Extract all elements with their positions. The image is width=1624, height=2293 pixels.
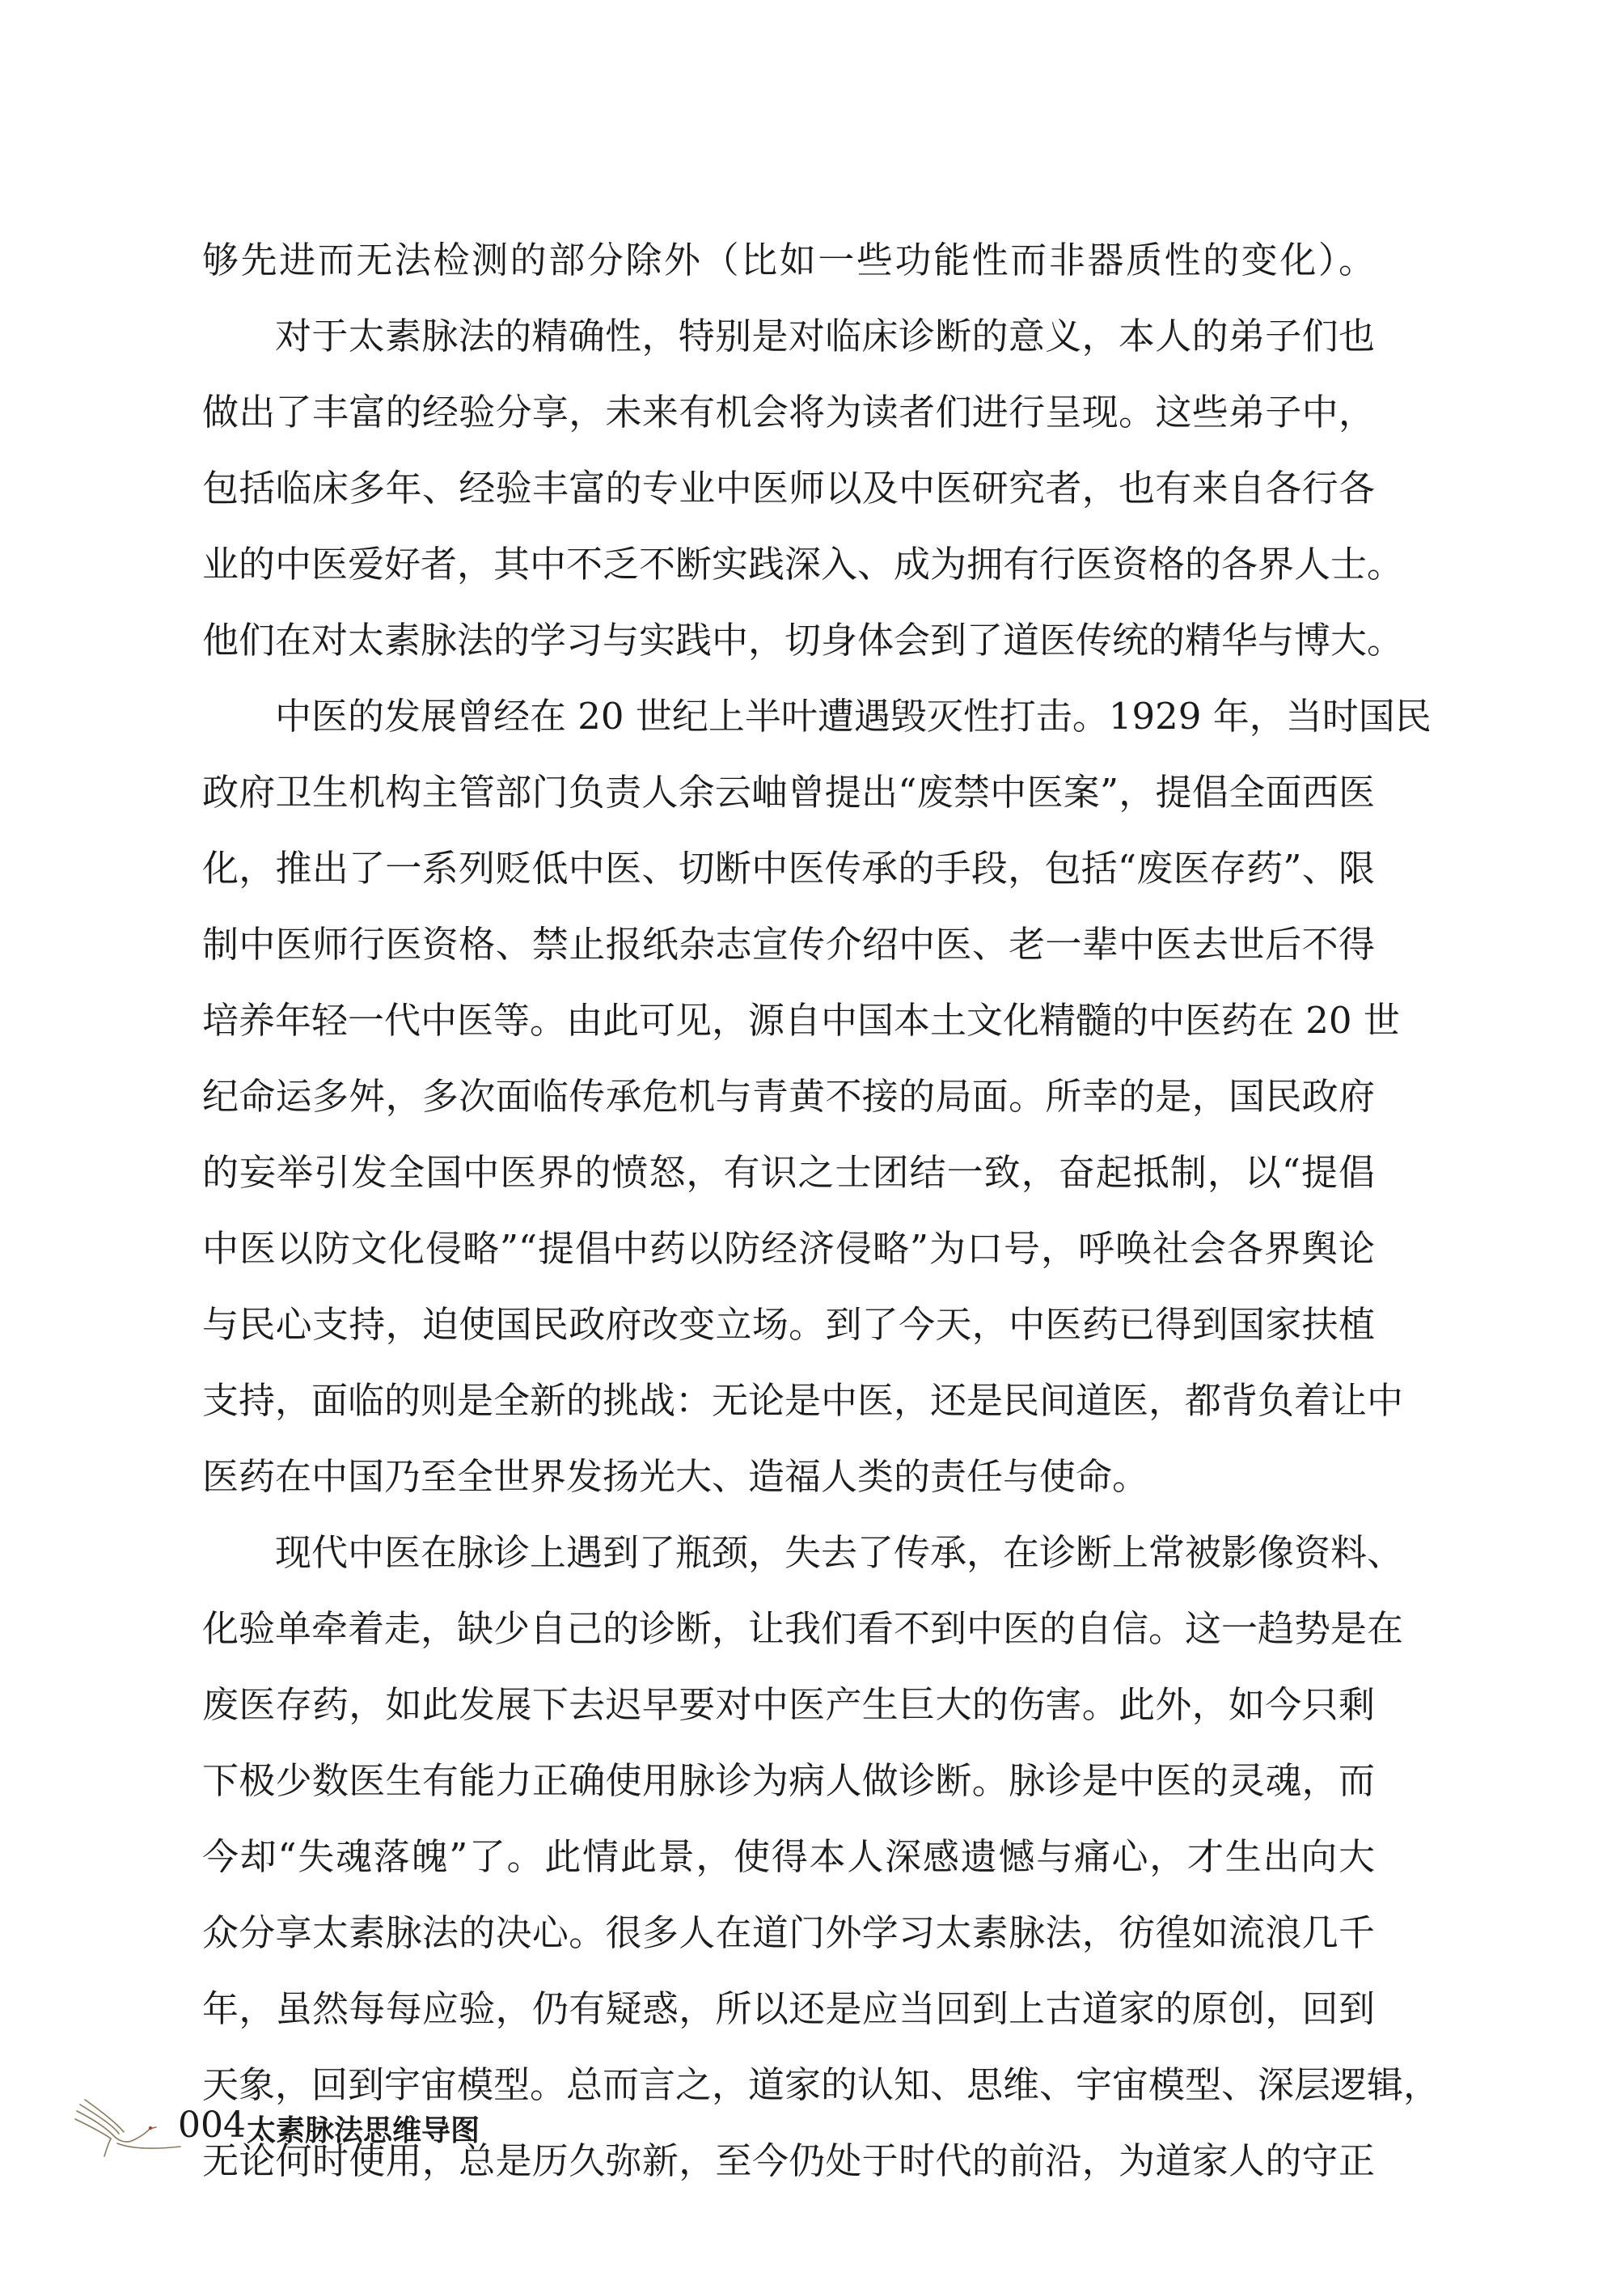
- text-line: 他们在对太素脉法的学习与实践中，切身体会到了道医传统的精华与博大。: [202, 619, 1404, 662]
- text-line: 化验单牵着走，缺少自己的诊断，让我们看不到中医的自信。这一趋势是在: [202, 1607, 1404, 1650]
- text-line: 无论何时使用，总是历久弥新，至今仍处于时代的前沿，为道家人的守正: [202, 2139, 1375, 2182]
- text-line: 对于太素脉法的精确性，特别是对临床诊断的意义，本人的弟子们也: [275, 315, 1375, 357]
- text-line: 包括临床多年、经验丰富的专业中医师以及中医研究者，也有来自各行各: [202, 467, 1375, 510]
- text-line: 天象，回到宇宙模型。总而言之，道家的认知、思维、宇宙模型、深层逻辑，: [202, 2063, 1440, 2106]
- text-line: 的妄举引发全国中医界的愤怒，有识之士团结一致，奋起抵制，以“提倡: [202, 1151, 1375, 1194]
- body-text: [202, 222, 1440, 2199]
- text-line: 业的中医爱好者，其中不乏不断实践深入、成为拥有行医资格的各界人士。: [202, 543, 1404, 586]
- text-line: 与民心支持，迫使国民政府改变立场。到了今天，中医药已得到国家扶植: [202, 1303, 1375, 1346]
- text-line: 现代中医在脉诊上遇到了瓶颈，失去了传承，在诊断上常被影像资料、: [275, 1531, 1404, 1574]
- text-line: 支持，面临的则是全新的挑战：无论是中医，还是民间道医，都背负着让中: [202, 1379, 1404, 1422]
- text-line: 制中医师行医资格、禁止报纸杂志宣传介绍中医、老一辈中医去世后不得: [202, 923, 1375, 966]
- page-number: 004: [178, 2105, 246, 2146]
- text-line: 培养年轻一代中医等。由此可见，源自中国本土文化精髓的中医药在 20 世: [202, 999, 1400, 1042]
- text-line: 够先进而无法检测的部分除外（比如一些功能性而非器质性的变化）。: [202, 239, 1375, 281]
- text-line: 做出了丰富的经验分享，未来有机会将为读者们进行呈现。这些弟子中，: [202, 391, 1375, 434]
- text-line: 中医的发展曾经在 20 世纪上半叶遭遇毁灭性打击。1929 年，当时国民: [275, 695, 1432, 738]
- text-line: 废医存药，如此发展下去迟早要对中医产生巨大的伤害。此外，如今只剩: [202, 1683, 1375, 1726]
- text-line: 中医以防文化侵略”“提倡中药以防经济侵略”为口号，呼唤社会各界舆论: [202, 1227, 1375, 1270]
- page-footer: [69, 2095, 716, 2160]
- book-title: 太素脉法思维导图: [247, 2114, 480, 2147]
- text-line: 化，推出了一系列贬低中医、切断中医传承的手段，包括“废医存药”、限: [202, 847, 1375, 890]
- text-line: 今却“失魂落魄”了。此情此景，使得本人深感遗憾与痛心，才生出向大: [202, 1835, 1375, 1878]
- text-line: 下极少数医生有能力正确使用脉诊为病人做诊断。脉诊是中医的灵魂，而: [202, 1759, 1375, 1802]
- text-line: 医药在中国乃至全世界发扬光大、造福人类的责任与使命。: [202, 1455, 1149, 1498]
- text-line: 年，虽然每每应验，仍有疑惑，所以还是应当回到上古道家的原创，回到: [202, 1987, 1375, 2030]
- crane-icon: [69, 2095, 182, 2160]
- text-line: 政府卫生机构主管部门负责人余云岫曾提出“废禁中医案”，提倡全面西医: [202, 771, 1375, 814]
- text-line: 纪命运多舛，多次面临传承危机与青黄不接的局面。所幸的是，国民政府: [202, 1075, 1375, 1118]
- text-line: 众分享太素脉法的决心。很多人在道门外学习太素脉法，彷徨如流浪几千: [202, 1911, 1375, 1954]
